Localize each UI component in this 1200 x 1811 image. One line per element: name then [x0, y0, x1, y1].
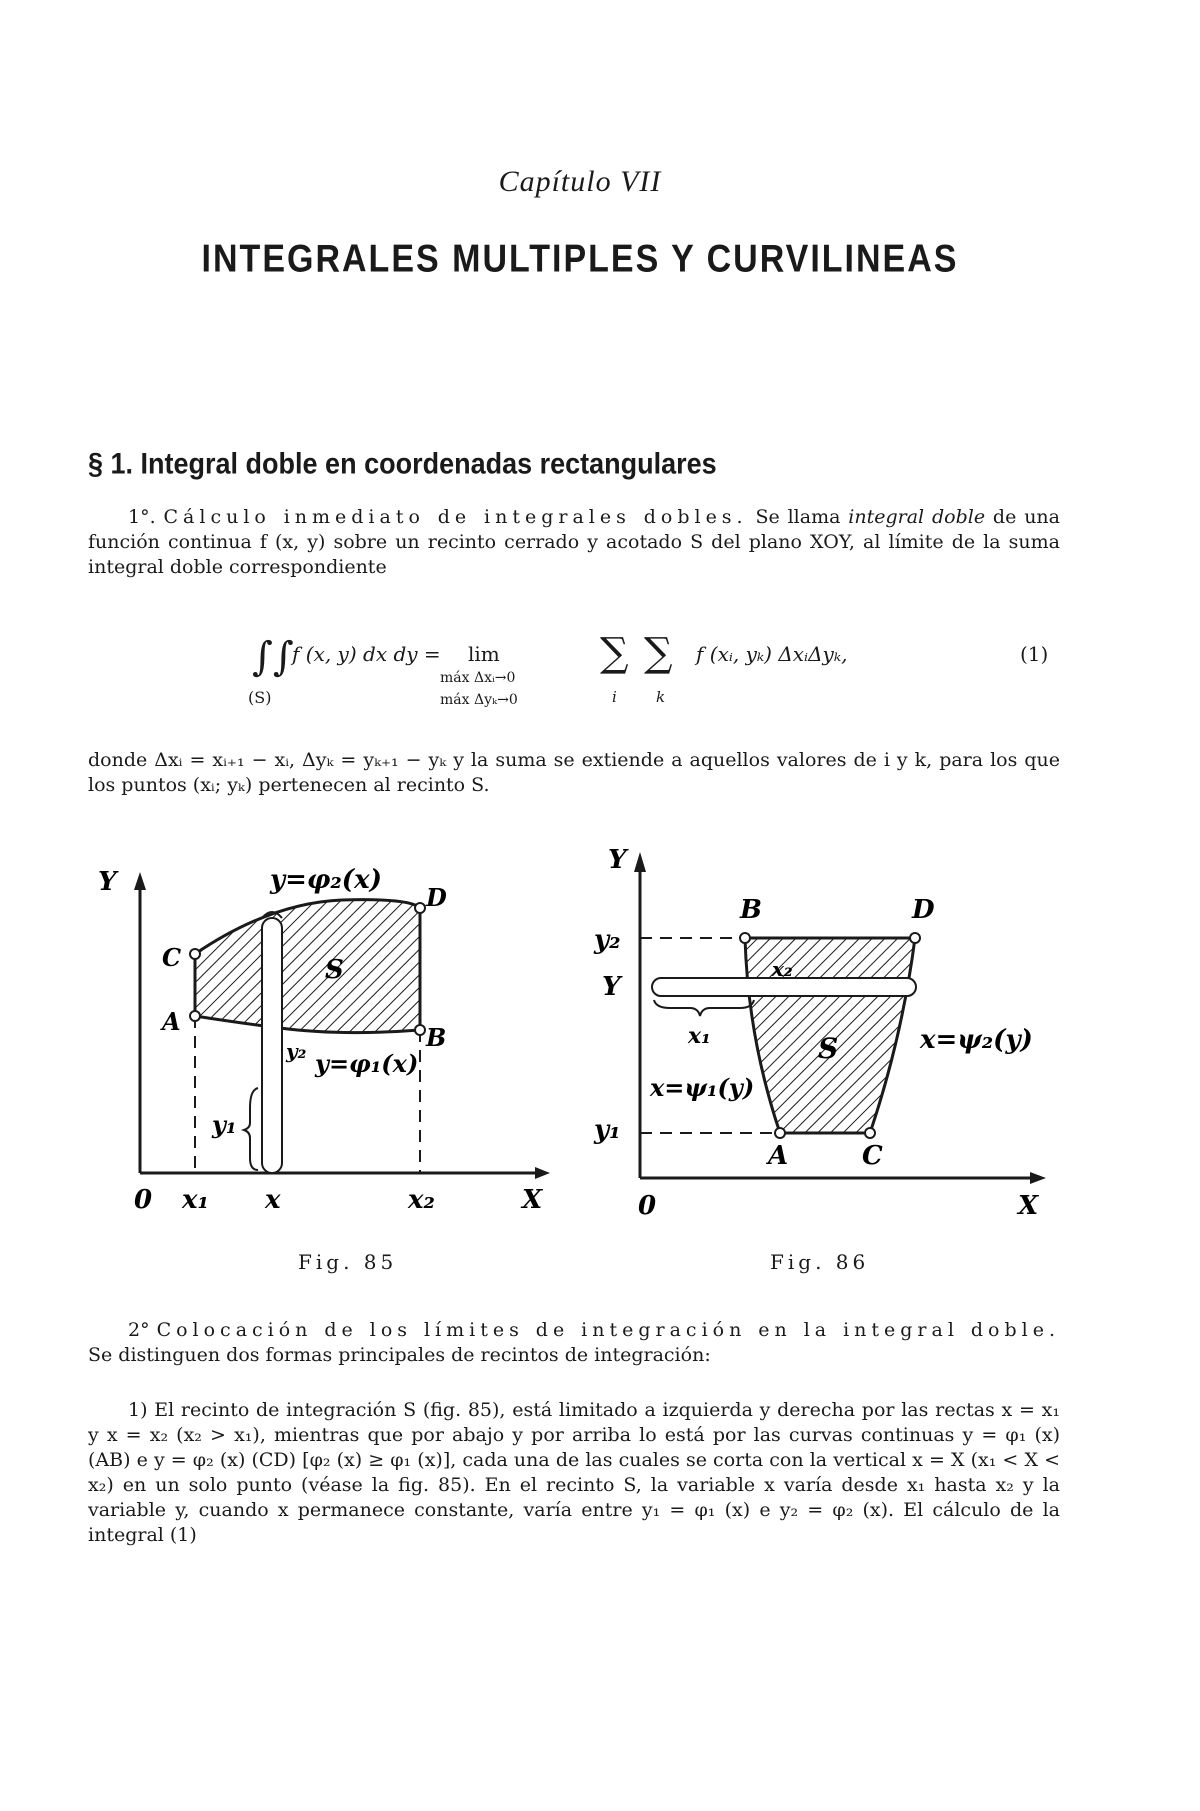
- p3-heading: Colocación de los límites de integración en la integral doble.: [156, 1319, 1060, 1341]
- label-x2: x₂: [408, 1185, 435, 1215]
- figure-85: [90, 858, 550, 1215]
- y-axis-arrow-icon: [634, 852, 646, 872]
- label-y-axis: Y: [98, 867, 117, 897]
- label-y-axis: Y: [608, 845, 627, 875]
- point-a: [775, 1128, 785, 1138]
- label-x2: x₂: [772, 957, 793, 981]
- label-c: C: [862, 1141, 883, 1171]
- label-b: B: [740, 895, 762, 925]
- label-x-axis: X: [522, 1185, 543, 1215]
- p3-text: Se distinguen dos formas principales de recintos de integración:: [88, 1344, 711, 1366]
- paragraph-1: [88, 505, 1060, 580]
- label-d: D: [912, 895, 935, 925]
- point-d: [415, 903, 425, 913]
- sum-sign-i: ∑: [600, 630, 629, 676]
- paragraph-3: [88, 1318, 1060, 1368]
- sum-sign-k: ∑: [644, 630, 673, 676]
- formula-cond-1: máx Δxᵢ→0: [440, 670, 516, 686]
- label-x-axis: X: [1018, 1191, 1039, 1221]
- label-a: A: [768, 1141, 789, 1171]
- point-a: [190, 1011, 200, 1021]
- fig85-caption: Fig. 85: [298, 1250, 398, 1274]
- label-y1: y₁: [594, 1115, 621, 1145]
- label-s: S: [325, 955, 344, 985]
- formula-number: (1): [1020, 642, 1049, 666]
- label-left-curve: x=ψ₁(y): [650, 1073, 755, 1102]
- label-right-curve: x=ψ₂(y): [920, 1025, 1033, 1055]
- label-d: D: [426, 883, 447, 912]
- point-c: [865, 1128, 875, 1138]
- label-x1: x₁: [688, 1023, 711, 1049]
- formula-cond-2: máx Δyₖ→0: [440, 692, 518, 708]
- brace-y1: [244, 1088, 258, 1170]
- formula-1: [240, 630, 1060, 720]
- formula-lhs: f (x, y) dx dy =: [292, 642, 441, 666]
- label-bottom-curve: y=φ₁(x): [315, 1049, 419, 1078]
- label-y2: y₂: [286, 1039, 307, 1063]
- y-axis-arrow-icon: [134, 872, 146, 890]
- point-c: [190, 949, 200, 959]
- point-b: [415, 1025, 425, 1035]
- label-a: A: [162, 1007, 181, 1036]
- p1-number: 1°.: [128, 506, 156, 528]
- label-top-curve: y=φ₂(x): [270, 865, 382, 895]
- p3-number: 2°: [128, 1319, 150, 1341]
- label-y2: y₂: [594, 925, 621, 955]
- point-b: [740, 933, 750, 943]
- point-d: [910, 933, 920, 943]
- p1-term: integral doble: [848, 506, 986, 528]
- sum-index-k: k: [656, 688, 666, 706]
- strip-x: [262, 918, 282, 1173]
- label-s: S: [818, 1032, 839, 1065]
- brace-x1: [654, 1000, 754, 1016]
- label-c: C: [162, 943, 182, 972]
- double-integral-sign: ∫∫: [252, 634, 294, 680]
- label-x1: x₁: [182, 1185, 209, 1215]
- x-axis-arrow-icon: [535, 1167, 550, 1179]
- p1-text-1: Se llama: [747, 506, 849, 528]
- figure-86: [590, 838, 1050, 1221]
- section-heading: § 1. Integral doble en coordenadas rectangulares: [88, 447, 717, 480]
- x-axis-arrow-icon: [1030, 1172, 1046, 1184]
- label-Y: Y: [602, 972, 621, 1002]
- chapter-heading: Capítulo VII: [498, 165, 662, 198]
- label-origin: 0: [638, 1191, 657, 1221]
- formula-rhs: f (xᵢ, yₖ) ΔxᵢΔyₖ,: [696, 642, 848, 666]
- label-origin: 0: [134, 1185, 153, 1215]
- paragraph-2: donde Δxᵢ = xᵢ₊₁ − xᵢ, Δyₖ = yₖ₊₁ − yₖ y la suma se extiende a aquellos valores de i y k, para los que los puntos (xᵢ; yₖ) pertenecen al recinto S.: [88, 749, 1060, 796]
- label-x: x: [265, 1185, 281, 1215]
- formula-lim: lim: [468, 642, 500, 666]
- integral-region: (S): [248, 688, 272, 707]
- p1-heading: Cálculo inmediato de integrales dobles.: [163, 506, 748, 528]
- fig86-caption: Fig. 86: [770, 1250, 870, 1274]
- paragraph-4: 1) El recinto de integración S (fig. 85), está limitado a izquierda y derecha por las rectas x = x₁ y x = x₂ (x₂ > x₁), mientras que por abajo y por arriba lo está por las curvas continuas y = φ₁ (x) (AB) e y = φ₂ (x) (CD) [φ₂ (x) ≥ φ₁ (x)], cada una de las cuales se corta con la vertical x = X (x₁ < X < x₂) en un solo punto (véase la fig. 85). En el recinto S, la variable x varía desde x₁ hasta x₂ y la variable y, cuando x permanece constante, varía entre y₁ = φ₁ (x) e y₂ = φ₂ (x). El cálculo de la integral (1): [88, 1399, 1060, 1546]
- label-b: B: [426, 1023, 447, 1052]
- region-s: [195, 900, 420, 1033]
- chapter-title: INTEGRALES MULTIPLES Y CURVILINEAS: [201, 237, 959, 281]
- p1-text-2: de una función continua f (x, y) sobre un recinto cerrado y acotado S del plano XOY, al límite de la suma integral doble correspondiente: [88, 506, 1061, 578]
- label-y1: y₁: [212, 1110, 237, 1139]
- sum-index-i: i: [612, 688, 617, 706]
